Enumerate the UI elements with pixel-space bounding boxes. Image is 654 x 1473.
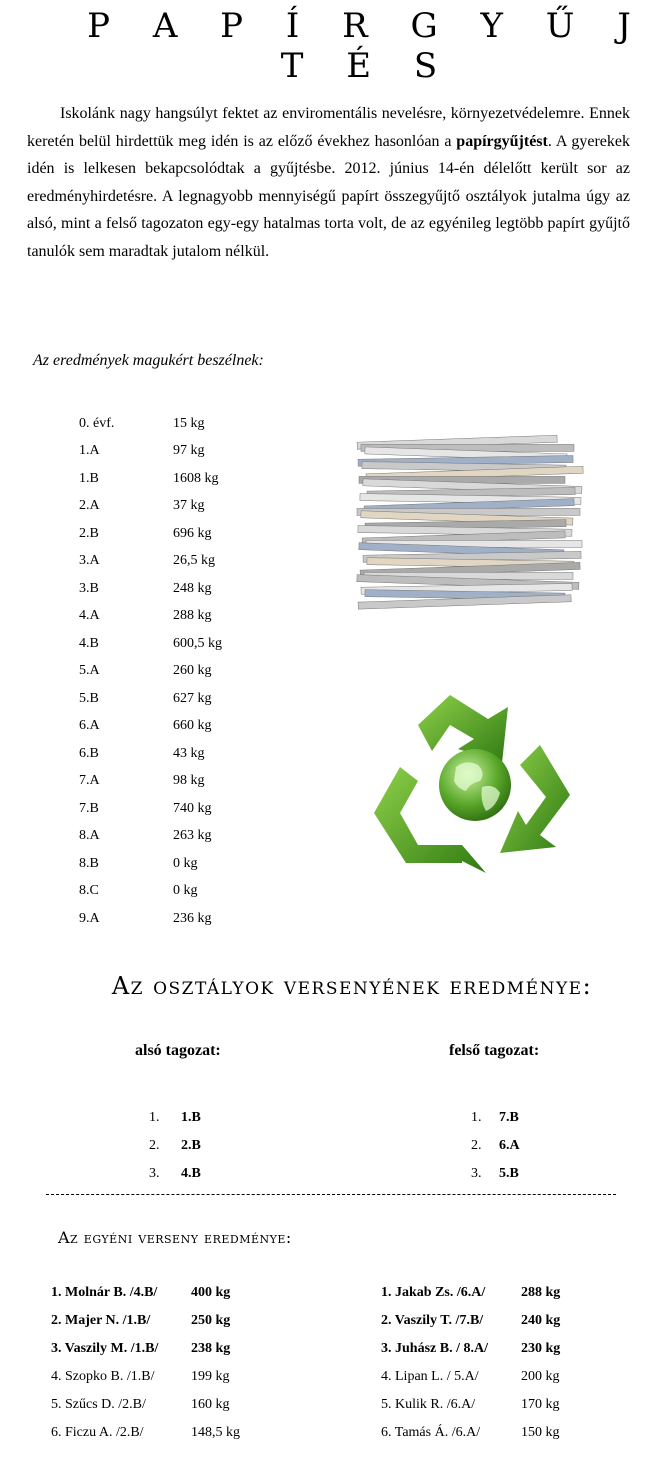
individual-competition-heading: Az egyéni verseny eredménye: — [58, 1228, 292, 1247]
class-weight: 288 kg — [173, 608, 212, 624]
class-weight: 1608 kg — [173, 470, 219, 486]
table-row — [79, 713, 263, 741]
class-weight: 43 kg — [173, 745, 205, 761]
table-row — [79, 795, 263, 823]
class-name: 8.C — [79, 883, 99, 899]
class-name: 2.B — [79, 525, 99, 541]
intro-text-after: . A gyerekek idén is lelkesen bekapcsolódtak a gyűjtésbe. 2012. június 14-én délelőtt került sor az eredményhirdetésre. A legnagyobb mennyiségű papírt összegyűjtő osztályok jutalma úgy az alsó, mint a felső tagozaton egy-egy hatalmas torta volt, de az egyénileg legtöbb papírt gyűjtő tanulók sem maradtak jutalom nélkül. — [27, 132, 630, 260]
student-name: 3. Vaszily M. /1.B/ — [51, 1341, 159, 1356]
table-row — [79, 685, 263, 713]
results-table — [79, 410, 263, 933]
student-name: 5. Kulik R. /6.A/ — [381, 1397, 476, 1412]
student-weight: 148,5 kg — [191, 1425, 240, 1440]
table-row — [79, 878, 263, 906]
class-name: 3.A — [79, 553, 100, 569]
class-name: 5.B — [79, 690, 99, 706]
class-weight: 15 kg — [173, 415, 205, 431]
intro-paragraph — [27, 100, 630, 265]
class-weight: 260 kg — [173, 663, 212, 679]
class-name: 6.B — [79, 745, 99, 761]
page-title: P A P Í R G Y Ű J T É S — [87, 6, 647, 86]
class-weight: 236 kg — [173, 910, 212, 926]
list-item: 1. 7.B — [471, 1110, 519, 1125]
intro-text-before: Iskolánk nagy hangsúlyt fektet az enviromentális nevelésre, környezetvédelemre. Ennek keretén belül hirdettük meg idén is az előző évekhez hasonlóan a — [27, 105, 630, 150]
class-name: 1.B — [79, 470, 99, 486]
list-item — [381, 1307, 611, 1335]
class-name: 9.A — [79, 910, 100, 926]
class-weight: 37 kg — [173, 498, 205, 514]
table-row — [79, 548, 263, 576]
table-row — [79, 768, 263, 796]
class-weight: 696 kg — [173, 525, 212, 541]
list-item — [381, 1363, 611, 1391]
table-row — [79, 438, 263, 466]
student-weight: 199 kg — [191, 1369, 230, 1384]
class-name: 7.B — [79, 800, 99, 816]
class-name: 2.A — [79, 498, 100, 514]
table-row — [79, 465, 263, 493]
class-name: 4.B — [79, 635, 99, 651]
class-name: 4.A — [79, 608, 100, 624]
list-item — [381, 1391, 611, 1419]
table-row — [79, 520, 263, 548]
class-weight: 26,5 kg — [173, 553, 215, 569]
student-weight: 238 kg — [191, 1341, 231, 1356]
class-name: 3.B — [79, 580, 99, 596]
table-row — [79, 823, 263, 851]
list-item — [381, 1335, 611, 1363]
class-name: 8.B — [79, 855, 99, 871]
table-row — [79, 575, 263, 603]
intro-text-bold: papírgyűjtést — [456, 132, 548, 150]
list-item: 2. 2.B — [149, 1138, 201, 1153]
student-name: 6. Ficzu A. /2.B/ — [51, 1425, 144, 1440]
student-weight: 400 kg — [191, 1285, 231, 1300]
dashed-divider — [46, 1194, 616, 1195]
class-weight: 97 kg — [173, 443, 205, 459]
class-name: 6.A — [79, 718, 100, 734]
list-item — [51, 1335, 281, 1363]
list-item — [51, 1419, 281, 1447]
list-item — [381, 1419, 611, 1447]
lower-grade-label: alsó tagozat: — [135, 1042, 221, 1059]
class-weight: 0 kg — [173, 855, 198, 871]
table-row — [79, 630, 263, 658]
student-weight: 160 kg — [191, 1397, 230, 1412]
list-item: 2. 6.A — [471, 1138, 520, 1153]
table-row — [79, 850, 263, 878]
class-weight: 0 kg — [173, 883, 198, 899]
table-row — [79, 493, 263, 521]
class-weight: 263 kg — [173, 828, 212, 844]
class-name: 7.A — [79, 773, 100, 789]
student-name: 1. Jakab Zs. /6.A/ — [381, 1285, 486, 1300]
class-name: 1.A — [79, 443, 100, 459]
upper-grade-ranking — [471, 1104, 520, 1188]
class-weight: 627 kg — [173, 690, 212, 706]
student-weight: 150 kg — [521, 1425, 560, 1440]
globe-icon — [439, 749, 511, 821]
student-name: 2. Majer N. /1.B/ — [51, 1313, 151, 1328]
list-item — [381, 1279, 611, 1307]
class-name: 8.A — [79, 828, 100, 844]
student-weight: 240 kg — [521, 1313, 561, 1328]
class-weight: 248 kg — [173, 580, 212, 596]
recycle-globe-image — [370, 685, 580, 875]
student-name: 4. Lipan L. / 5.A/ — [381, 1369, 479, 1384]
list-item — [51, 1363, 281, 1391]
results-subtitle: Az eredmények magukért beszélnek: — [33, 352, 264, 369]
table-row — [79, 905, 263, 933]
list-item — [51, 1307, 281, 1335]
table-row — [79, 410, 263, 438]
table-row — [79, 658, 263, 686]
list-item — [51, 1279, 281, 1307]
class-weight: 98 kg — [173, 773, 205, 789]
class-name: 0. évf. — [79, 415, 115, 431]
class-competition-heading: Az osztályok versenyének eredménye: — [111, 972, 593, 1000]
student-name: 4. Szopko B. /1.B/ — [51, 1369, 155, 1384]
table-row — [79, 740, 263, 768]
class-weight: 740 kg — [173, 800, 212, 816]
individual-ranking-left — [51, 1279, 281, 1447]
student-name: 1. Molnár B. /4.B/ — [51, 1285, 158, 1300]
newspaper-stack-image — [350, 418, 605, 618]
student-weight: 250 kg — [191, 1313, 231, 1328]
student-weight: 170 kg — [521, 1397, 560, 1412]
student-name: 3. Juhász B. / 8.A/ — [381, 1341, 488, 1356]
class-weight: 600,5 kg — [173, 635, 222, 651]
student-weight: 288 kg — [521, 1285, 561, 1300]
individual-ranking-right — [381, 1279, 611, 1447]
list-item: 1. 1.B — [149, 1110, 201, 1125]
student-name: 6. Tamás Á. /6.A/ — [381, 1425, 481, 1440]
table-row — [79, 603, 263, 631]
student-name: 2. Vaszily T. /7.B/ — [381, 1313, 484, 1328]
upper-grade-label: felső tagozat: — [449, 1042, 540, 1059]
student-weight: 230 kg — [521, 1341, 561, 1356]
list-item — [51, 1391, 281, 1419]
student-weight: 200 kg — [521, 1369, 560, 1384]
list-item: 3. 5.B — [471, 1166, 519, 1181]
student-name: 5. Szűcs D. /2.B/ — [51, 1397, 146, 1412]
class-name: 5.A — [79, 663, 100, 679]
lower-grade-ranking — [149, 1104, 201, 1188]
list-item: 3. 4.B — [149, 1166, 201, 1181]
class-weight: 660 kg — [173, 718, 212, 734]
